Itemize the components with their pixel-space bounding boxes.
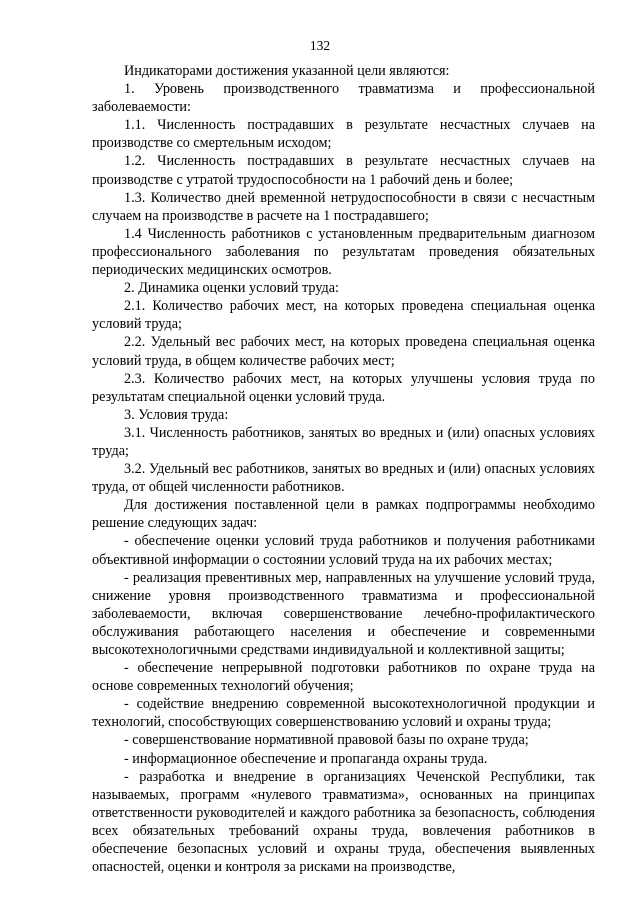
paragraph: 1.3. Количество дней временной нетрудоспособности в связи с несчастным случаем на производстве в расчете на 1 пострадавшего; <box>92 189 595 224</box>
paragraph: 3.2. Удельный вес работников, занятых во вредных и (или) опасных условиях труда, от общей численности работников. <box>92 461 595 496</box>
paragraph: - обеспечение непрерывной подготовки работников по охране труда на основе современных технологий обучения; <box>92 660 595 695</box>
page-number: 132 <box>309 38 331 53</box>
paragraph: Для достижения поставленной цели в рамках подпрограммы необходимо решение следующих задач: <box>92 497 595 532</box>
paragraph: 2. Динамика оценки условий труда: <box>124 280 339 297</box>
paragraph: - информационное обеспечение и пропаганда охраны труда. <box>124 750 488 767</box>
paragraph: 2.2. Удельный вес рабочих мест, на которых проведена специальная оценка условий труда, в общем количестве рабочих мест; <box>92 334 595 369</box>
paragraph: - обеспечение оценки условий труда работников и получения работниками объективной информации о состоянии условий труда на их рабочих местах; <box>92 533 595 568</box>
paragraph: 3.1. Численность работников, занятых во вредных и (или) опасных условиях труда; <box>92 424 595 459</box>
paragraph: 1. Уровень производственного травматизма и профессиональной заболеваемости: <box>92 81 595 116</box>
paragraph: - реализация превентивных мер, направленных на улучшение условий труда, снижение уровня производственного травматизма и профессиональной заболеваемости, включая совершенствование лечебно-профилактического обслуживания работающего населения и обеспечение и современными высокотехнологичными средствами индивидуальной и коллективной защиты; <box>92 569 595 658</box>
paragraph: - разработка и внедрение в организациях Чеченской Республики, так называемых, программ «нулевого травматизма», основанных на принципах ответственности руководителей и каждого работника за безопасность, соблюдения всех обязательных требований охраны труда, вовлечения работников в обеспечение безопасных условий и охраны труда, обеспечения выявленных опасностей, оценки и контроля за рисками на производстве, <box>92 768 595 876</box>
paragraph: 1.1. Численность пострадавших в результате несчастных случаев на производстве со смертельным исходом; <box>92 117 595 152</box>
paragraph: Индикаторами достижения указанной цели являются: <box>124 63 450 79</box>
paragraph: - совершенствование нормативной правовой базы по охране труда; <box>124 732 529 749</box>
document-body <box>92 62 595 876</box>
paragraph: 1.2. Численность пострадавших в результате несчастных случаев на производстве с утратой трудоспособности на 1 рабочий день и более; <box>92 153 595 188</box>
paragraph: 3. Условия труда: <box>124 406 229 423</box>
paragraph: 2.1. Количество рабочих мест, на которых проведена специальная оценка условий труда; <box>92 298 595 333</box>
paragraph: 2.3. Количество рабочих мест, на которых улучшены условия труда по результатам специальной оценки условий труда. <box>92 370 595 405</box>
paragraph: - содействие внедрению современной высокотехнологичной продукции и технологий, способствующих совершенствованию условий и охраны труда; <box>92 696 595 731</box>
paragraph: 1.4 Численность работников с установленным предварительным диагнозом профессионального заболевания по результатам проведения обязательных периодических медицинских осмотров. <box>92 225 595 279</box>
